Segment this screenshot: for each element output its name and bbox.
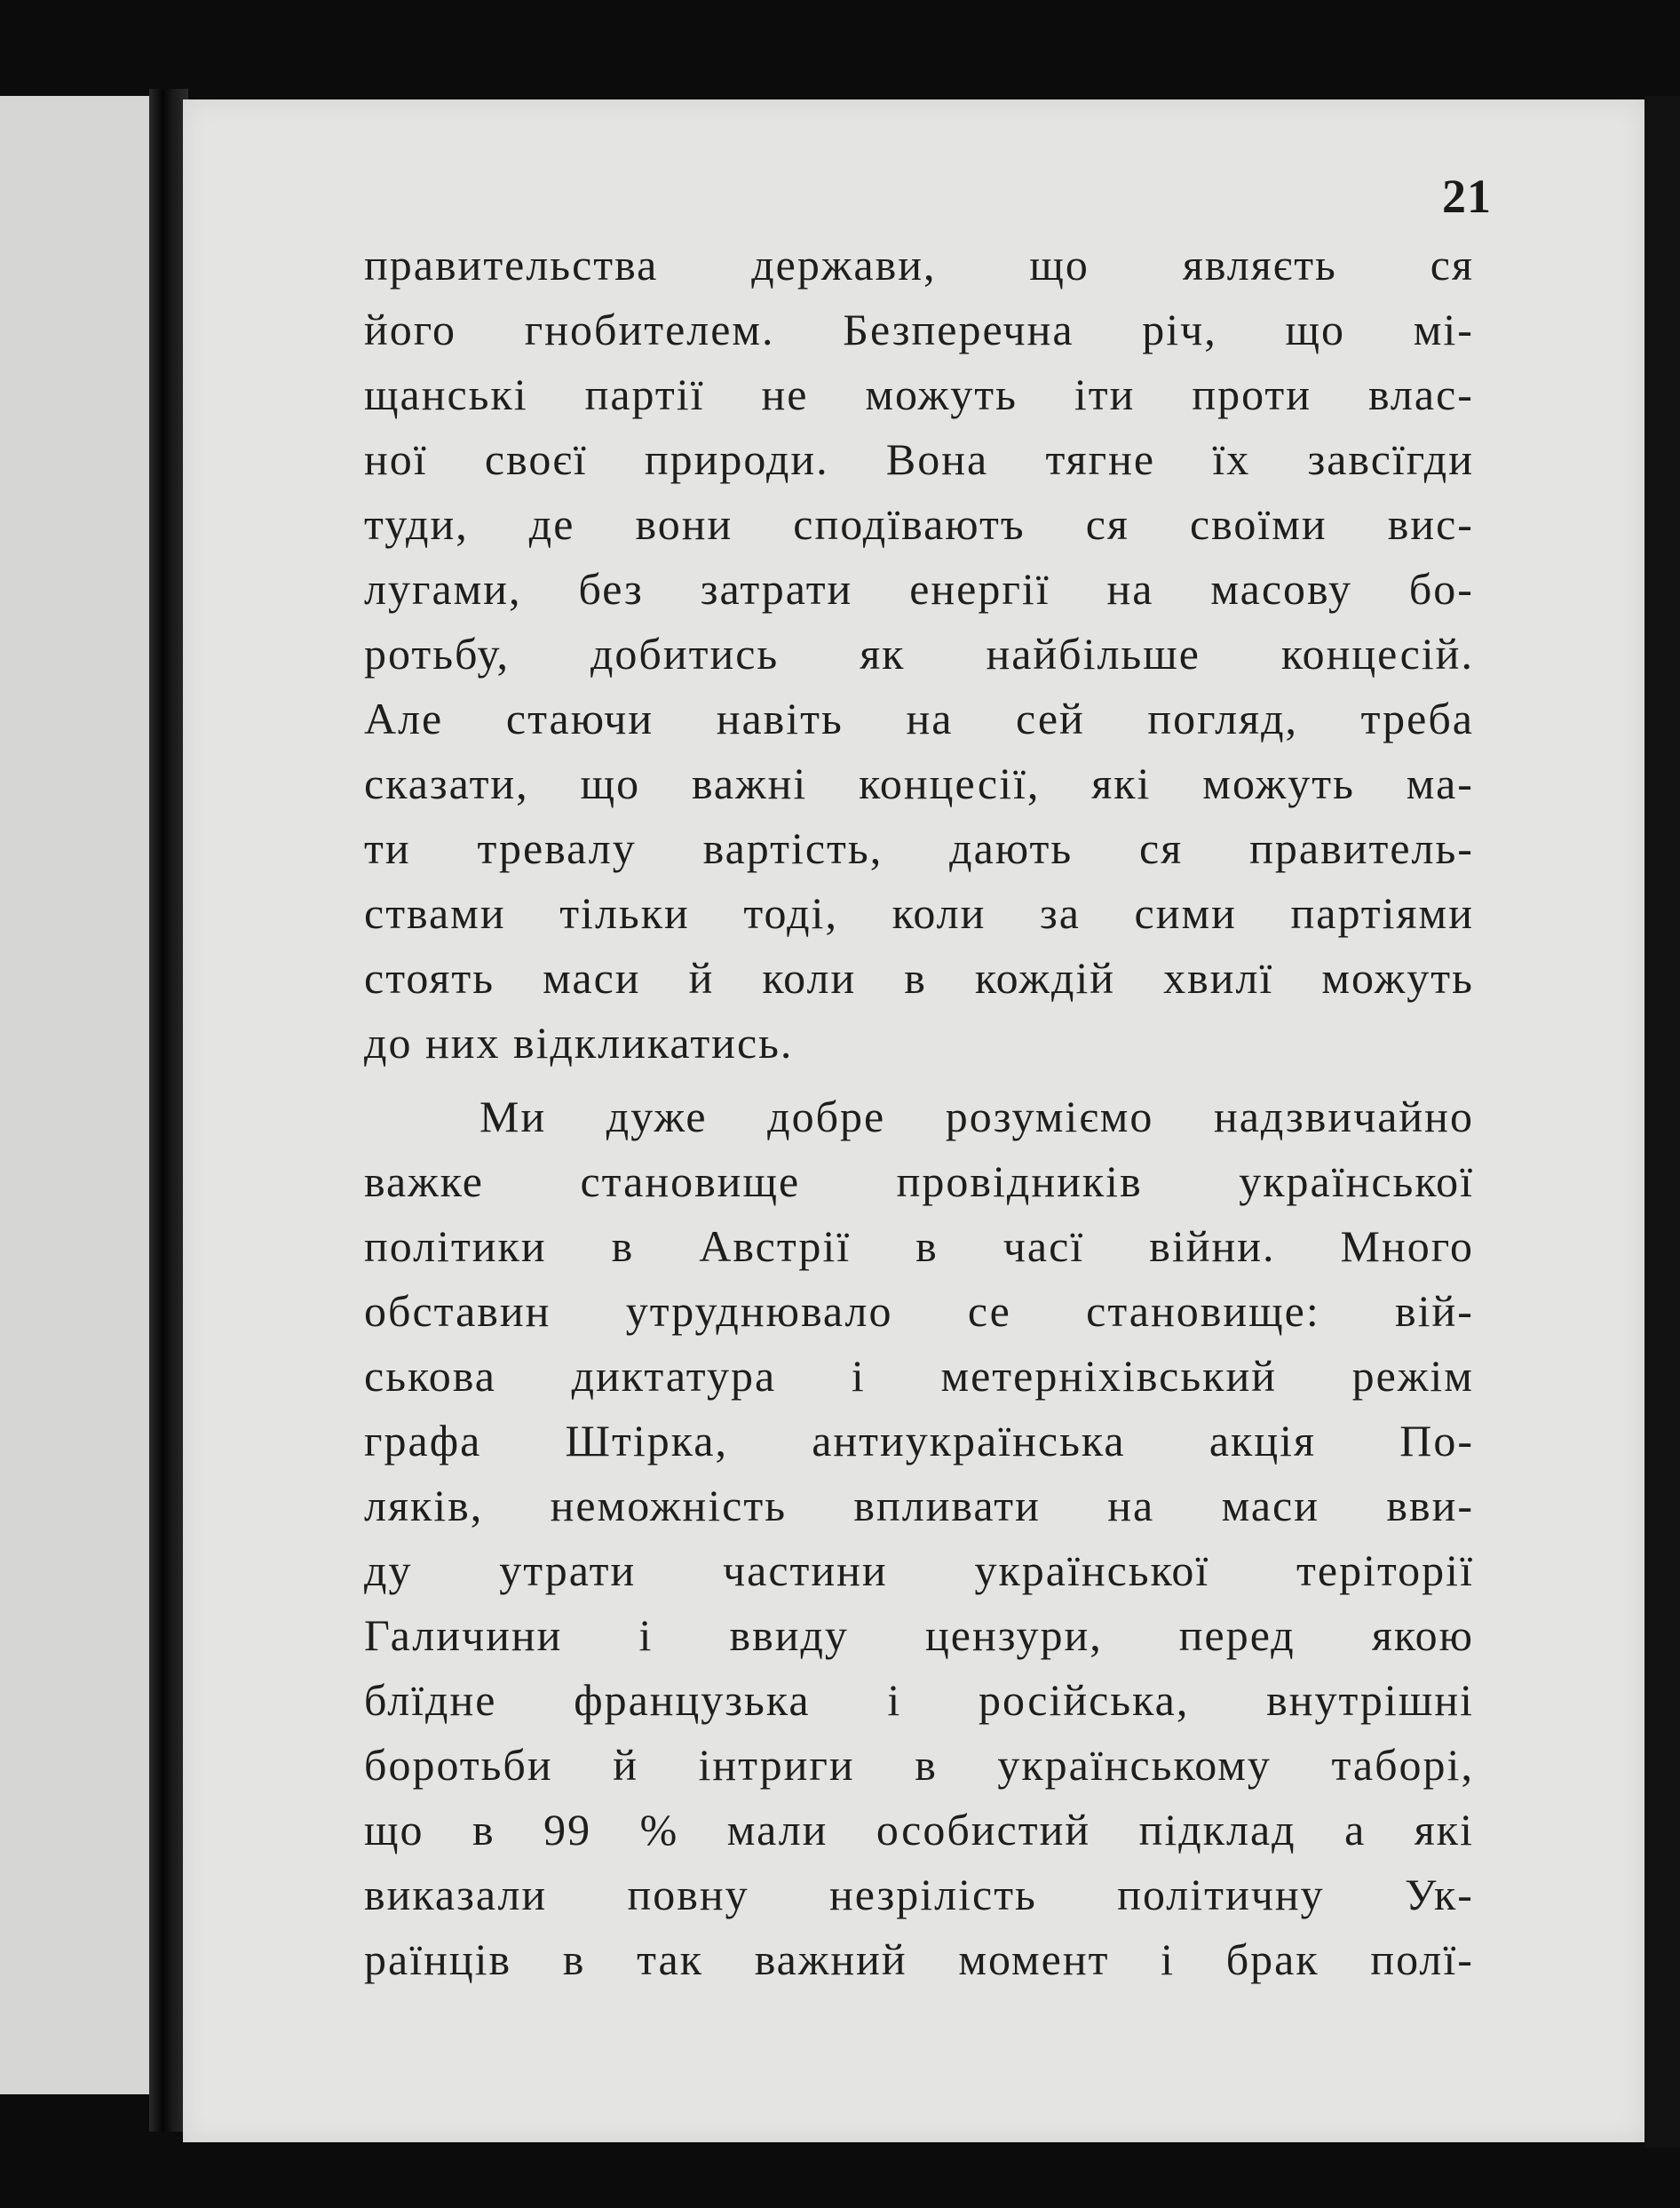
paragraph-1: [364, 233, 1474, 1076]
text-line: ствами тільки тоді, коли за сими партіями: [364, 888, 1474, 938]
text-line: до них відкликатись.: [364, 1018, 794, 1068]
text-line: ротьбу, добитись як найбільше концесій.: [364, 629, 1474, 679]
text-line: Ми дуже добре розуміємо надзвичайно: [479, 1092, 1474, 1141]
page-number: 21: [1442, 170, 1492, 223]
text-line: ти тревалу вартість, дають ся правитель-: [364, 823, 1474, 873]
text-line: боротьби й інтриги в українському таборі,: [364, 1740, 1474, 1790]
text-line: Але стаючи навіть на сей погляд, треба: [364, 694, 1474, 743]
page-right-border: [1644, 96, 1680, 2148]
text-line: ляків, неможність впливати на маси вви-: [364, 1481, 1474, 1530]
text-line: туди, де вони сподїваютъ ся своїми вис-: [364, 499, 1474, 549]
paragraph-2: [364, 1084, 1474, 1992]
text-line: лугами, без затрати енергії на масову бо-: [364, 564, 1474, 614]
text-line: що в 99 % мали особистий підклад а які: [364, 1805, 1474, 1855]
previous-page-edge: [0, 96, 158, 2094]
text-line: обставин утруднювало се становище: вій-: [364, 1286, 1474, 1336]
text-line: важке становище провідників української: [364, 1156, 1474, 1206]
text-line: блїдне французька і російська, внутрішні: [364, 1675, 1474, 1725]
text-line: його гнобителем. Безперечна річ, що мі-: [364, 305, 1474, 354]
text-line: щанські партії не можуть іти проти влас-: [364, 369, 1474, 419]
text-line: виказали повну незрілість політичну Ук-: [364, 1870, 1474, 1919]
text-line: ду утрати частини української теріторії: [364, 1545, 1474, 1595]
text-line: раїнців в так важний момент і брак полї-: [364, 1934, 1474, 1984]
text-line: Галичини і ввиду цензури, перед якою: [364, 1610, 1474, 1660]
text-line: стоять маси й коли в кождій хвилї можуть: [364, 953, 1474, 1003]
text-line: сказати, що важні концесії, які можуть ма-: [364, 759, 1474, 808]
text-line: політики в Австрії в часї війни. Много: [364, 1221, 1474, 1271]
text-line: ськова диктатура і метерніхівський режім: [364, 1351, 1474, 1401]
text-line: ної своєї природи. Вона тягне їх завсїгди: [364, 434, 1474, 484]
text-line: графа Штірка, антиукраїнська акція По-: [364, 1416, 1474, 1465]
page-text: [364, 233, 1474, 1992]
text-line: правительства держави, що являєть ся: [364, 240, 1474, 290]
